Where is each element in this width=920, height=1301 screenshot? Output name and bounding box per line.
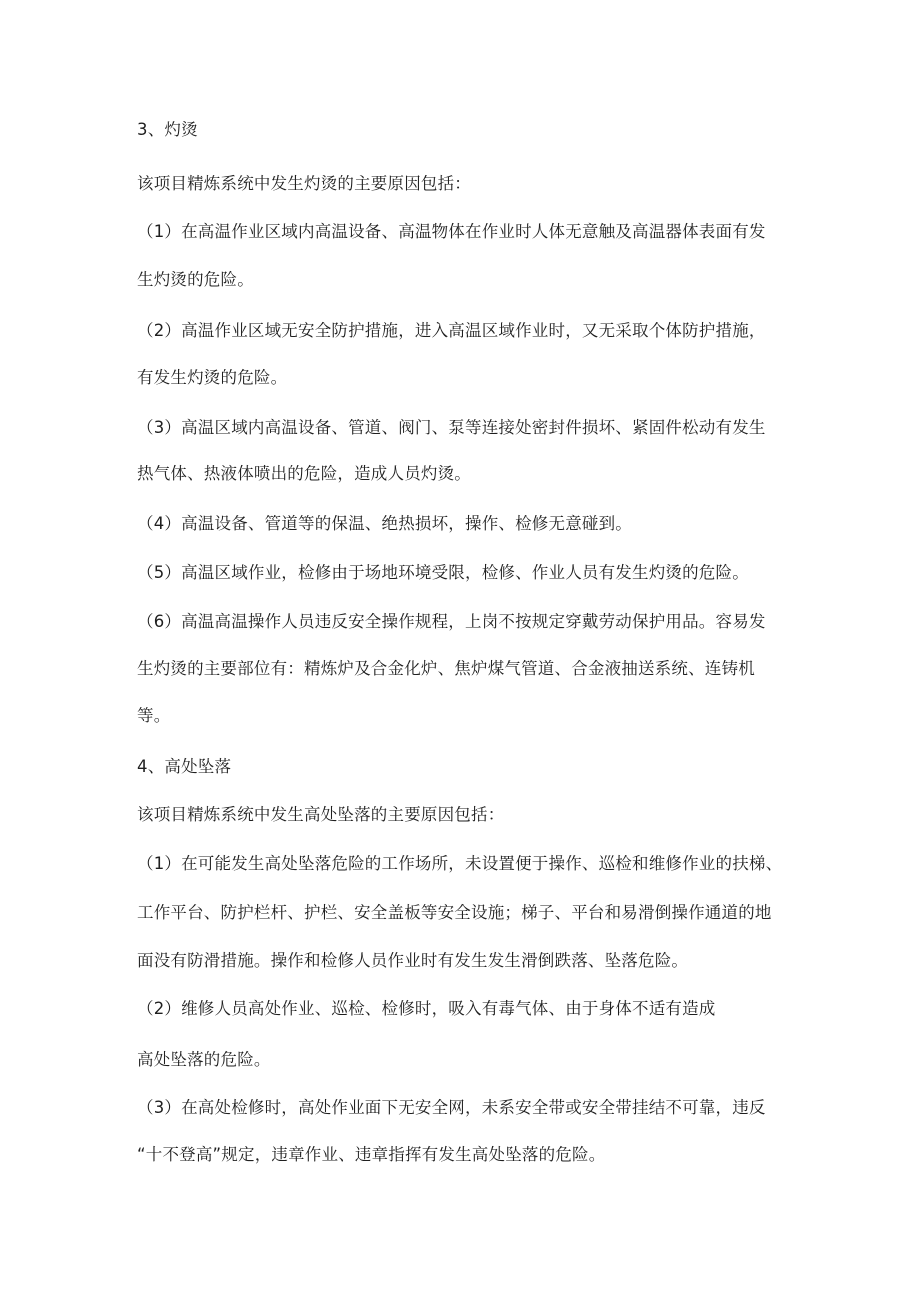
section-3-heading: 3、灼烫 xyxy=(137,120,198,139)
section-3-item-3-line-2: 热气体、热液体喷出的危险，造成人员灼烫。 xyxy=(137,464,471,483)
section-3-item-1-line-2: 生灼烫的危险。 xyxy=(137,270,254,289)
section-3-item-2-line-2: 有发生灼烫的危险。 xyxy=(137,368,288,387)
section-4-item-2-line-2: 高处坠落的危险。 xyxy=(137,1050,271,1069)
section-4-heading: 4、高处坠落 xyxy=(137,757,232,776)
section-4-item-1-line-2: 工作平台、防护栏杆、护栏、安全盖板等安全设施；梯子、平台和易滑倒操作通道的地 xyxy=(137,903,772,922)
section-3-intro: 该项目精炼系统中发生灼烫的主要原因包括： xyxy=(137,174,471,193)
section-3-item-6-line-2: 生灼烫的主要部位有：精炼炉及合金化炉、焦炉煤气管道、合金液抽送系统、连铸机 xyxy=(137,659,755,678)
section-4-item-2-line-1: （2）维修人员高处作业、巡检、检修时，吸入有毒气体、由于身体不适有造成 xyxy=(137,999,716,1018)
section-4-item-1-line-1: （1）在可能发生高处坠落危险的工作场所，未设置便于操作、巡检和维修作业的扶梯、 xyxy=(137,854,783,873)
section-3-item-2-line-1: （2）高温作业区域无安全防护措施，进入高温区域作业时，又无采取个体防护措施， xyxy=(137,321,766,340)
section-4-item-3-line-2: “十不登高”规定，违章作业、违章指挥有发生高处坠落的危险。 xyxy=(137,1145,606,1164)
section-4-item-3-line-1: （3）在高处检修时，高处作业面下无安全网，未系安全带或安全带挂结不可靠，违反 xyxy=(137,1098,766,1117)
section-3-item-1-line-1: （1）在高温作业区域内高温设备、高温物体在作业时人体无意触及高温器体表面有发 xyxy=(137,222,766,241)
section-3-item-4: （4）高温设备、管道等的保温、绝热损坏，操作、检修无意碰到。 xyxy=(137,514,632,533)
section-3-item-6-line-1: （6）高温高温操作人员违反安全操作规程，上岗不按规定穿戴劳动保护用品。容易发 xyxy=(137,612,766,631)
section-3-item-3-line-1: （3）高温区域内高温设备、管道、阀门、泵等连接处密封件损坏、紧固件松动有发生 xyxy=(137,418,766,437)
section-3-item-5: （5）高温区域作业，检修由于场地环境受限，检修、作业人员有发生灼烫的危险。 xyxy=(137,563,749,582)
section-4-intro: 该项目精炼系统中发生高处坠落的主要原因包括： xyxy=(137,805,505,824)
section-3-item-6-line-3: 等。 xyxy=(137,706,171,725)
section-4-item-1-line-3: 面没有防滑措施。操作和检修人员作业时有发生发生滑倒跌落、坠落危险。 xyxy=(137,951,689,970)
